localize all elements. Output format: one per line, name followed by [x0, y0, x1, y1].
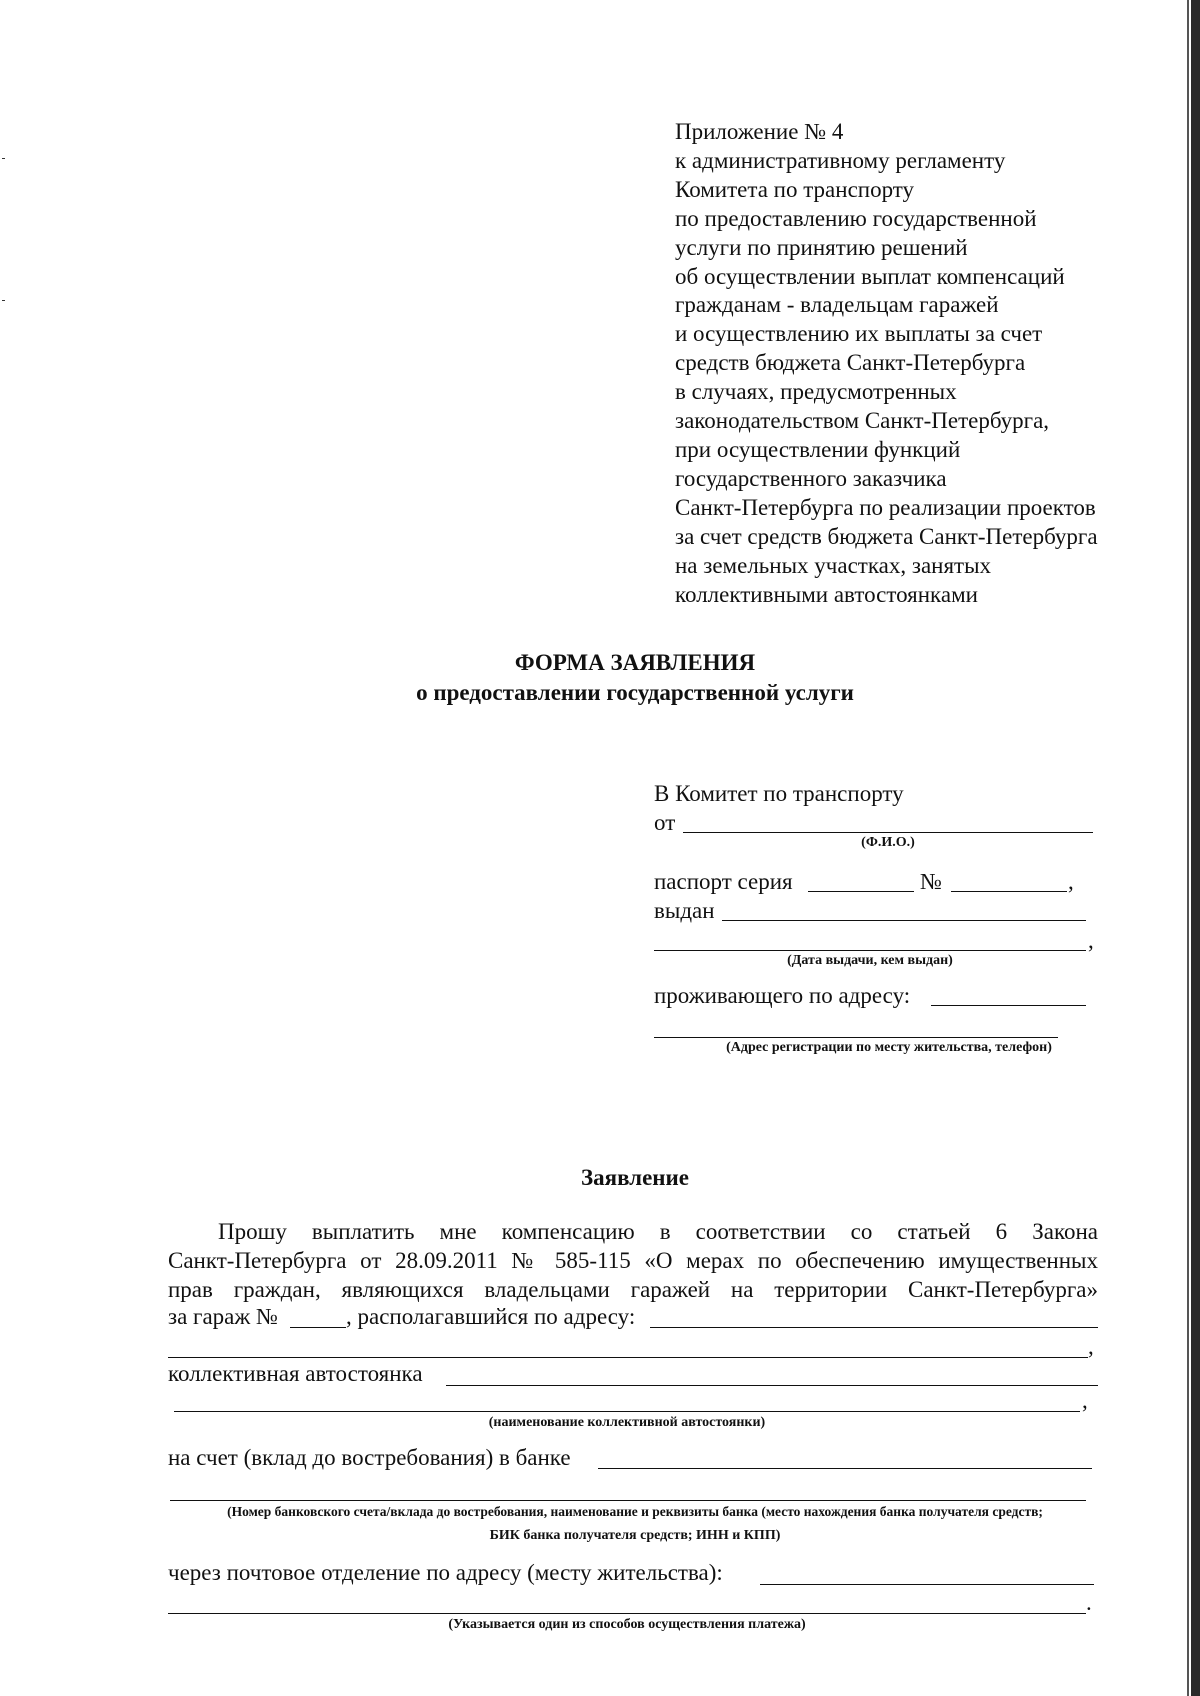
- appendix-line: гражданам - владельцам гаражей: [675, 292, 999, 318]
- passport-comma: ,: [1068, 869, 1074, 894]
- garage-address-field-2[interactable]: [168, 1357, 1088, 1358]
- bank-details-field[interactable]: [170, 1500, 1086, 1501]
- post-address-field[interactable]: [760, 1584, 1094, 1585]
- issued-label: выдан: [654, 898, 715, 923]
- statement-line3: прав граждан, являющихся владельцами гаражей на территории Санкт-Петербурга»: [168, 1277, 1098, 1302]
- appendix-line: по предоставлению государственной: [675, 205, 1037, 231]
- appendix-line: к административному регламенту: [675, 147, 1006, 173]
- scan-speck: [2, 300, 5, 301]
- bank-field[interactable]: [598, 1468, 1092, 1469]
- parking-caption: (наименование коллективной автостоянки): [488, 1415, 766, 1430]
- appendix-line: коллективными автостоянками: [675, 581, 978, 607]
- appendix-line: средств бюджета Санкт-Петербурга: [675, 350, 1026, 376]
- garage-prefix: за гараж №: [168, 1304, 278, 1329]
- statement-paragraph: [168, 1217, 1098, 1304]
- passport-number-field[interactable]: [951, 891, 1067, 892]
- garage-address-comma: ,: [1088, 1334, 1094, 1359]
- parking-field-2[interactable]: [174, 1411, 1080, 1412]
- post-period: .: [1086, 1590, 1092, 1615]
- appendix-line: об осуществлении выплат компенсаций: [675, 263, 1065, 289]
- appendix-line: при осуществлении функций: [675, 436, 961, 462]
- appendix-header: [675, 118, 1098, 609]
- bank-label: на счет (вклад до востребования) в банке: [168, 1445, 571, 1470]
- appendix-line: и осуществлению их выплаты за счет: [675, 321, 1043, 347]
- issued-field-2[interactable]: [654, 950, 1086, 951]
- garage-number-field[interactable]: [290, 1327, 346, 1328]
- parking-label: коллективная автостоянка: [168, 1361, 423, 1386]
- appendix-line: в случаях, предусмотренных: [675, 379, 957, 405]
- form-title-line1: ФОРМА ЗАЯВЛЕНИЯ: [514, 650, 756, 675]
- addressee-to: В Комитет по транспорту: [654, 781, 904, 806]
- passport-series-field[interactable]: [808, 891, 914, 892]
- passport-number-sign: №: [920, 869, 942, 894]
- statement-line1: Прошу выплатить мне компенсацию в соответствии со статьей 6 Закона: [218, 1219, 1098, 1244]
- appendix-line: Комитета по транспорту: [675, 176, 915, 202]
- residing-label: проживающего по адресу:: [654, 983, 911, 1008]
- scan-edge-inner: [1187, 0, 1189, 1696]
- address-caption: (Адрес регистрации по месту жительства, телефон): [726, 1040, 1052, 1055]
- appendix-line: услуги по принятию решений: [675, 234, 968, 260]
- statement-title: Заявление: [580, 1165, 690, 1190]
- fio-field[interactable]: [683, 832, 1093, 833]
- appendix-line: за счет средств бюджета Санкт-Петербурга: [675, 523, 1098, 549]
- from-label: от: [654, 810, 676, 835]
- appendix-line: Санкт-Петербурга по реализации проектов: [675, 494, 1096, 520]
- post-label: через почтовое отделение по адресу (месту жительства):: [168, 1560, 723, 1585]
- statement-line2: Санкт-Петербурга от 28.09.2011 № 585-115 «О мерах по обеспечению имущественных: [168, 1248, 1098, 1273]
- appendix-line: законодательством Санкт-Петербурга,: [675, 408, 1050, 434]
- form-title: [0, 648, 1200, 708]
- address-field[interactable]: [654, 1037, 1058, 1038]
- post-address-field-2[interactable]: [168, 1613, 1086, 1614]
- issued-comma: ,: [1088, 928, 1094, 953]
- issued-field[interactable]: [722, 920, 1086, 921]
- bank-caption-line1: (Номер банковского счета/вклада до востребования, наименование и реквизиты банка (место нахождения банка получателя средств;: [227, 1504, 1043, 1519]
- appendix-line: государственного заказчика: [675, 465, 947, 491]
- scan-edge: [1191, 0, 1200, 1696]
- passport-series-label: паспорт серия: [654, 869, 793, 894]
- fio-caption: (Ф.И.О.): [861, 835, 915, 850]
- residing-field[interactable]: [931, 1005, 1086, 1006]
- appendix-line: на земельных участках, занятых: [675, 552, 992, 578]
- payment-caption: (Указывается один из способов осуществления платежа): [448, 1617, 806, 1632]
- scan-speck: [2, 158, 5, 159]
- issue-caption: (Дата выдачи, кем выдан): [787, 953, 953, 968]
- garage-address-field[interactable]: [650, 1327, 1098, 1328]
- parking-field[interactable]: [446, 1385, 1098, 1386]
- bank-caption-line2: БИК банка получателя средств; ИНН и КПП): [489, 1528, 781, 1543]
- garage-suffix: , располагавшийся по адресу:: [346, 1304, 636, 1329]
- form-title-line2: о предоставлении государственной услуги: [416, 680, 854, 705]
- parking-comma: ,: [1082, 1388, 1088, 1413]
- appendix-line: Приложение № 4: [675, 119, 844, 144]
